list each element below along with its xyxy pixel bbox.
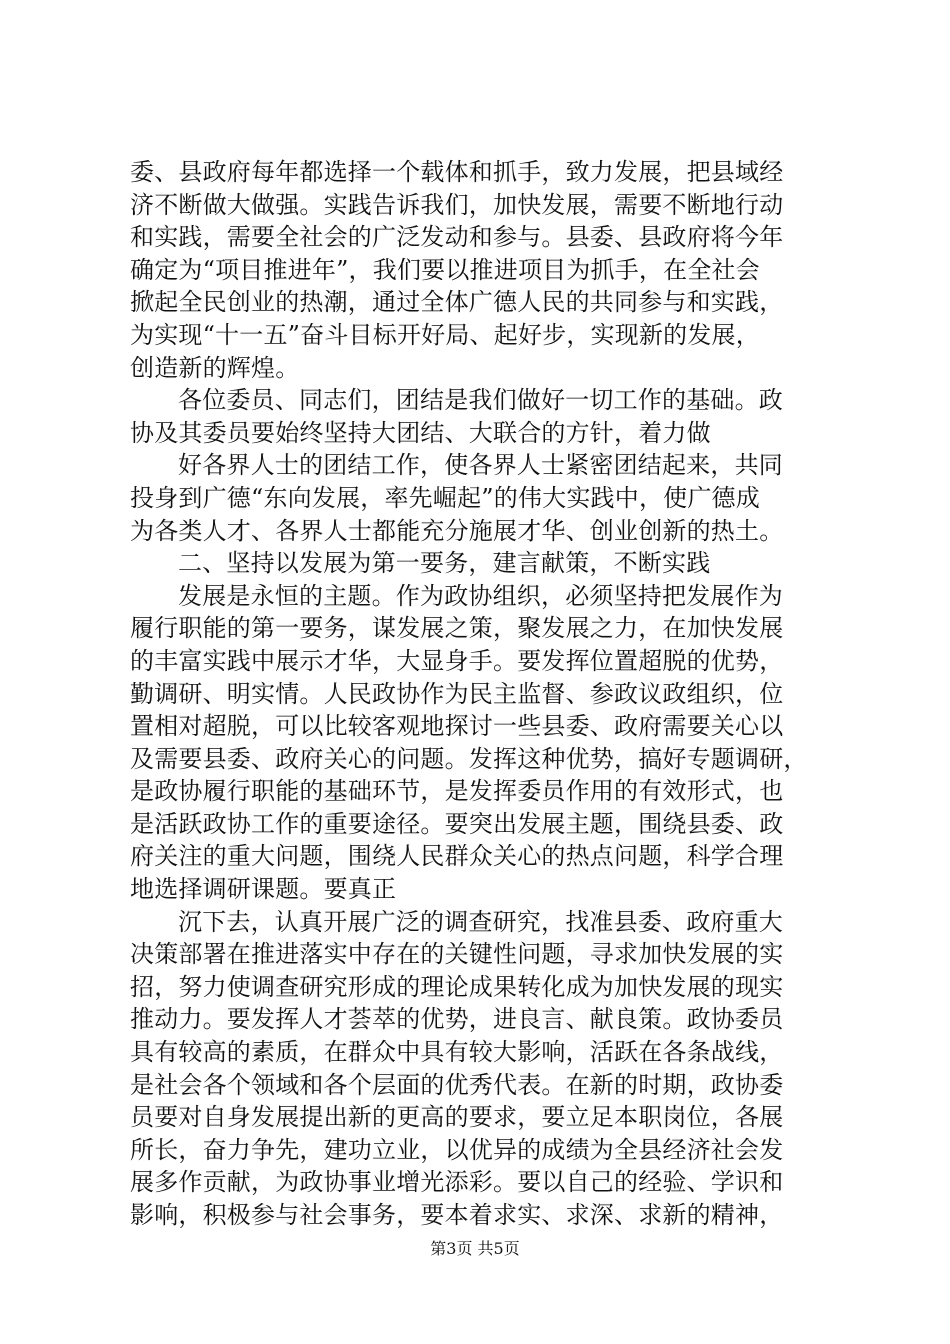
text-line: 投身到广德“东向发展，率先崛起”的伟大实践中，使广德成: [130, 483, 760, 512]
text-line: 好各界人士的团结工作，使各界人士紧密团结起来，共同: [178, 451, 783, 480]
text-line: 协及其委员要始终坚持大团结、大联合的方针，着力做: [130, 418, 711, 447]
text-line: 展多作贡献，为政协事业增光添彩。要以自己的经验、学识和: [130, 1168, 784, 1197]
text-line: 委、县政府每年都选择一个载体和抓手，致力发展，把县域经: [130, 158, 784, 186]
text-line: 所长，奋力争先，建功立业，以优异的成绩为全县经济社会发: [130, 1135, 784, 1164]
text-line: 履行职能的第一要务，谋发展之策，聚发展之力，在加快发展: [130, 614, 784, 643]
text-line: 二、坚持以发展为第一要务，建言献策，不断实践: [178, 549, 711, 578]
text-line: 招，努力使调查研究形成的理论成果转化成为加快发展的现实: [130, 972, 784, 1001]
text-line: 是活跃政协工作的重要途径。要突出发展主题，围绕县委、政: [130, 809, 784, 838]
text-line: 济不断做大做强。实践告诉我们，加快发展，需要不断地行动: [130, 190, 784, 219]
text-line: 府关注的重大问题，围绕人民群众关心的热点问题，科学合理: [130, 842, 784, 871]
page-footer: 第3页 共5页: [430, 1239, 520, 1258]
text-line: 是社会各个领域和各个层面的优秀代表。在新的时期，政协委: [130, 1070, 784, 1099]
text-line: 影响，积极参与社会事务，要本着求实、求深、求新的精神，: [130, 1201, 784, 1229]
text-line: 各位委员、同志们，团结是我们做好一切工作的基础。政: [178, 386, 783, 415]
text-line: 沉下去，认真开展广泛的调查研究，找准县委、政府重大: [178, 907, 783, 936]
text-line: 发展是永恒的主题。作为政协组织，必须坚持把发展作为: [178, 581, 783, 610]
text-line: 及需要县委、政府关心的问题。发挥这种优势，搞好专题调研，: [130, 744, 808, 773]
text-line: 为实现“十一五”奋斗目标开好局、起好步，实现新的发展，: [130, 320, 760, 349]
text-line: 具有较高的素质，在群众中具有较大影响，活跃在各条战线，: [130, 1038, 784, 1067]
document-body: [130, 156, 830, 1232]
text-line: 掀起全民创业的热潮，通过全体广德人民的共同参与和实践，: [130, 288, 784, 317]
text-line: 勤调研、明实情。人民政协作为民主监督、参政议政组织，位: [130, 679, 784, 708]
text-line: 是政协履行职能的基础环节，是发挥委员作用的有效形式，也: [130, 777, 784, 806]
text-line: 的丰富实践中展示才华，大显身手。要发挥位置超脱的优势，: [130, 646, 784, 675]
text-line: 推动力。要发挥人才荟萃的优势，进良言、献良策。政协委员: [130, 1005, 784, 1034]
text-line: 和实践，需要全社会的广泛发动和参与。县委、县政府将今年: [130, 223, 784, 252]
text-line: 决策部署在推进落实中存在的关键性问题，寻求加快发展的实: [130, 940, 784, 969]
text-line: 为各类人才、各界人士都能充分施展才华、创业创新的热土。: [130, 516, 784, 545]
text-line: 置相对超脱，可以比较客观地探讨一些县委、政府需要关心以: [130, 712, 784, 741]
text-line: 员要对自身发展提出新的更高的要求，要立足本职岗位，各展: [130, 1103, 784, 1132]
text-line: 地选择调研课题。要真正: [130, 875, 397, 904]
text-line: 确定为“项目推进年”，我们要以推进项目为抓手，在全社会: [130, 255, 760, 284]
text-line: 创造新的辉煌。: [130, 353, 300, 382]
